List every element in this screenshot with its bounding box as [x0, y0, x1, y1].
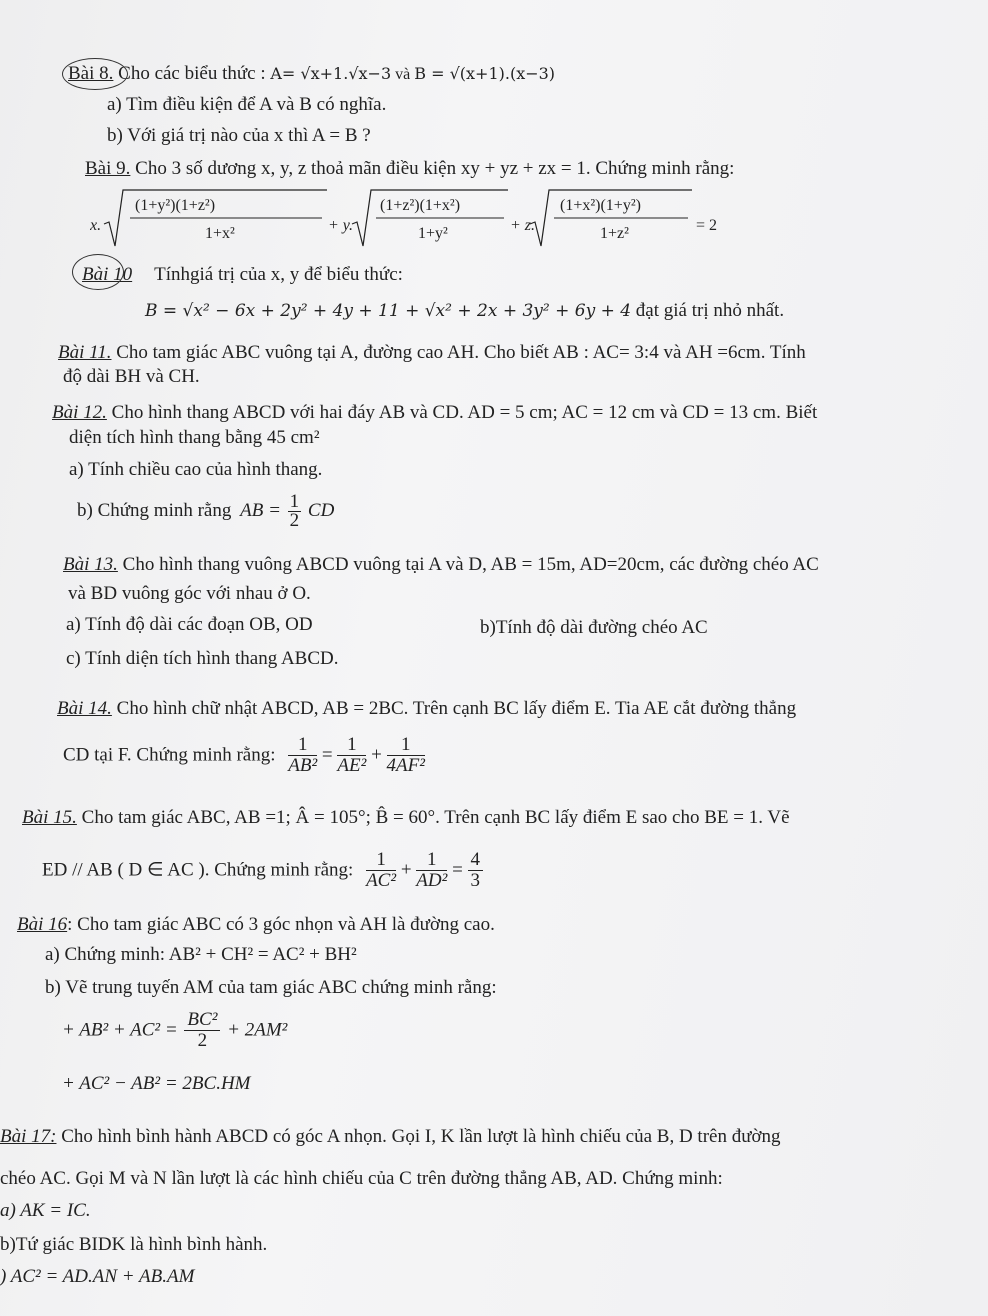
b13-heading: Bài 13. [63, 554, 118, 575]
b8-line [68, 62, 555, 87]
b12-heading: Bài 12. [52, 402, 107, 423]
b9-term2-coef: + y. [328, 217, 354, 234]
b9-text: Cho 3 số dương x, y, z thoả mãn điều kiện xy + yz + zx = 1. Chứng minh rằng: [130, 158, 735, 179]
b9-term2-num: (1+z²)(1+x²) [380, 197, 461, 214]
b15-plus: + [400, 859, 412, 881]
b14-plus: + [371, 744, 382, 766]
b9-term1-den: 1+x² [205, 225, 235, 242]
b12-b [77, 493, 334, 530]
b16-eq1-frac [184, 1010, 220, 1051]
b14-frac2-num: 1 [337, 735, 366, 756]
b15-frac3 [468, 850, 484, 891]
b16-line [17, 913, 495, 937]
b8-and: và [391, 66, 415, 83]
b9-term1-coef: x. [90, 217, 102, 234]
b11-heading: Bài 11. [58, 342, 112, 363]
b12-fraction [288, 493, 302, 530]
b12-frac-den: 2 [289, 510, 300, 531]
b14-frac3-num: 1 [387, 735, 425, 756]
hand-drawn-circle [62, 58, 128, 90]
b15-frac1-den: AC² [366, 870, 397, 891]
b13-c: c) Tính diện tích hình thang ABCD. [66, 648, 339, 669]
b15-frac2 [416, 850, 447, 891]
b8-expr-b: B = √(x+1).(x−3) [414, 64, 556, 83]
b15-line2 [42, 850, 483, 891]
b15-text: Cho tam giác ABC, AB =1; Â = 105°; B̂ = 60°. Trên cạnh BC lấy điểm E sao cho BE = 1. Vẽ [76, 807, 790, 828]
b16-eq1-den: 2 [197, 1030, 208, 1051]
b15-frac1-num: 1 [366, 850, 396, 871]
b12-text: Cho hình thang ABCD với hai đáy AB và CD. AD = 5 cm; AC = 12 cm và CD = 13 cm. Biết [106, 402, 818, 423]
b14-prompt: CD tại F. Chứng minh rằng: [63, 744, 276, 766]
b17-c: ) AC² = AD.AN + AB.AM [0, 1266, 195, 1287]
b10-text: Tínhgiá trị của x, y để biểu thức: [154, 264, 403, 285]
b11-text: Cho tam giác ABC vuông tại A, đường cao AH. Cho biết AB : AC= 3:4 và AH =6cm. Tính [111, 342, 806, 363]
b16-b: b) Vẽ trung tuyến AM của tam giác ABC chứng minh rằng: [45, 977, 497, 998]
b12-a: a) Tính chiều cao của hình thang. [69, 459, 323, 480]
b12-line2: diện tích hình thang bằng 45 cm² [69, 427, 320, 448]
b8-text: Cho các biểu thức : [113, 63, 271, 84]
b9-term3-num: (1+x²)(1+y²) [560, 197, 641, 214]
b13-b: b)Tính độ dài đường chéo AC [480, 617, 708, 638]
b11-line [58, 341, 806, 365]
b16-a: a) Chứng minh: AB² + CH² = AC² + BH² [45, 944, 357, 965]
b15-heading: Bài 15. [22, 807, 77, 828]
hand-drawn-circle [72, 254, 124, 290]
b13-text: Cho hình thang vuông ABCD vuông tại A và D, AB = 15m, AD=20cm, các đường chéo AC [117, 554, 819, 575]
b14-frac1-num: 1 [288, 735, 317, 756]
b15-frac3-den: 3 [470, 870, 481, 891]
b15-frac2-num: 1 [416, 850, 447, 871]
b15-equals: = [452, 859, 463, 881]
b14-frac3 [387, 735, 425, 776]
b12-b-rhs: CD [307, 499, 335, 521]
b16-text: : Cho tam giác ABC có 3 góc nhọn và AH là đường cao. [67, 914, 495, 935]
b15-line [22, 806, 790, 830]
b16-eq1-lhs: + AB² + AC² = [62, 1019, 178, 1041]
b17-a: a) AK = IC. [0, 1200, 91, 1221]
b10-expression: B = √x² − 6x + 2y² + 4y + 11 + √x² + 2x + 3y² + 6y + 4 [145, 301, 632, 321]
b12-line [52, 401, 817, 425]
b10-tail: đạt giá trị nhỏ nhất. [631, 300, 785, 321]
b12-frac-num: 1 [289, 491, 300, 512]
b12-b-text: b) Chứng minh rằng [77, 499, 237, 521]
b9-term2-den: 1+y² [418, 225, 448, 242]
b16-eq1-num: BC² [184, 1010, 220, 1031]
b14-heading: Bài 14. [57, 698, 112, 719]
b17-line2: chéo AC. Gọi M và N lần lượt là các hình chiếu của C trên đường thẳng AB, AD. Chứng minh: [0, 1168, 723, 1189]
b8-b: b) Với giá trị nào của x thì A = B ? [107, 125, 371, 146]
b14-text: Cho hình chữ nhật ABCD, AB = 2BC. Trên cạnh BC lấy điểm E. Tia AE cắt đường thẳng [111, 698, 797, 719]
b17-heading: Bài 17: [0, 1126, 57, 1147]
b14-frac1-den: AB² [288, 755, 318, 776]
b13-line2: và BD vuông góc với nhau ở O. [68, 583, 311, 604]
b16-eq1-rhs: + 2AM² [227, 1019, 288, 1041]
b17-line [0, 1125, 781, 1149]
b10-line [82, 263, 403, 287]
b13-a: a) Tính độ dài các đoạn OB, OD [66, 614, 313, 635]
b15-frac1 [366, 850, 396, 891]
b14-frac1 [288, 735, 317, 776]
b14-line2 [63, 735, 425, 776]
b14-equals: = [321, 744, 333, 766]
b8-a: a) Tìm điều kiện để A và B có nghĩa. [107, 94, 387, 115]
b13-line [63, 553, 819, 577]
b14-frac3-den: 4AF² [386, 755, 425, 776]
b15-frac3-num: 4 [468, 850, 484, 871]
b17-b: b)Tứ giác BIDK là hình bình hành. [0, 1234, 268, 1255]
b9-term1-num: (1+y²)(1+z²) [135, 197, 216, 214]
b16-heading: Bài 16 [17, 914, 68, 935]
b11-line2: độ dài BH và CH. [63, 366, 200, 387]
b10-heading: Bài 10 [82, 264, 133, 285]
b9-line [85, 157, 734, 181]
b9-equation [90, 186, 730, 256]
b15-prompt: ED // AB ( D ∈ AC ). Chứng minh rằng: [42, 859, 354, 881]
b8-expr-a: A= √x+1.√x−3 [270, 64, 392, 83]
b16-eq1 [62, 1010, 287, 1051]
b14-frac2-den: AE² [337, 755, 367, 776]
b9-term3-coef: + z. [510, 217, 536, 234]
b17-text: Cho hình bình hành ABCD có góc A nhọn. Gọi I, K lần lượt là hình chiếu của B, D trên đường [56, 1126, 781, 1147]
b12-b-lhs: AB = [240, 499, 281, 521]
b8-heading: Bài 8. [68, 63, 114, 84]
b16-eq2: + AC² − AB² = 2BC.HM [62, 1073, 251, 1094]
b9-term3-den: 1+z² [600, 225, 629, 242]
b9-rhs: = 2 [696, 217, 718, 234]
b10-expr-line [145, 299, 784, 323]
b14-line [57, 697, 796, 721]
b14-frac2 [337, 735, 366, 776]
b9-heading: Bài 9. [85, 158, 131, 179]
b15-frac2-den: AD² [416, 870, 448, 891]
